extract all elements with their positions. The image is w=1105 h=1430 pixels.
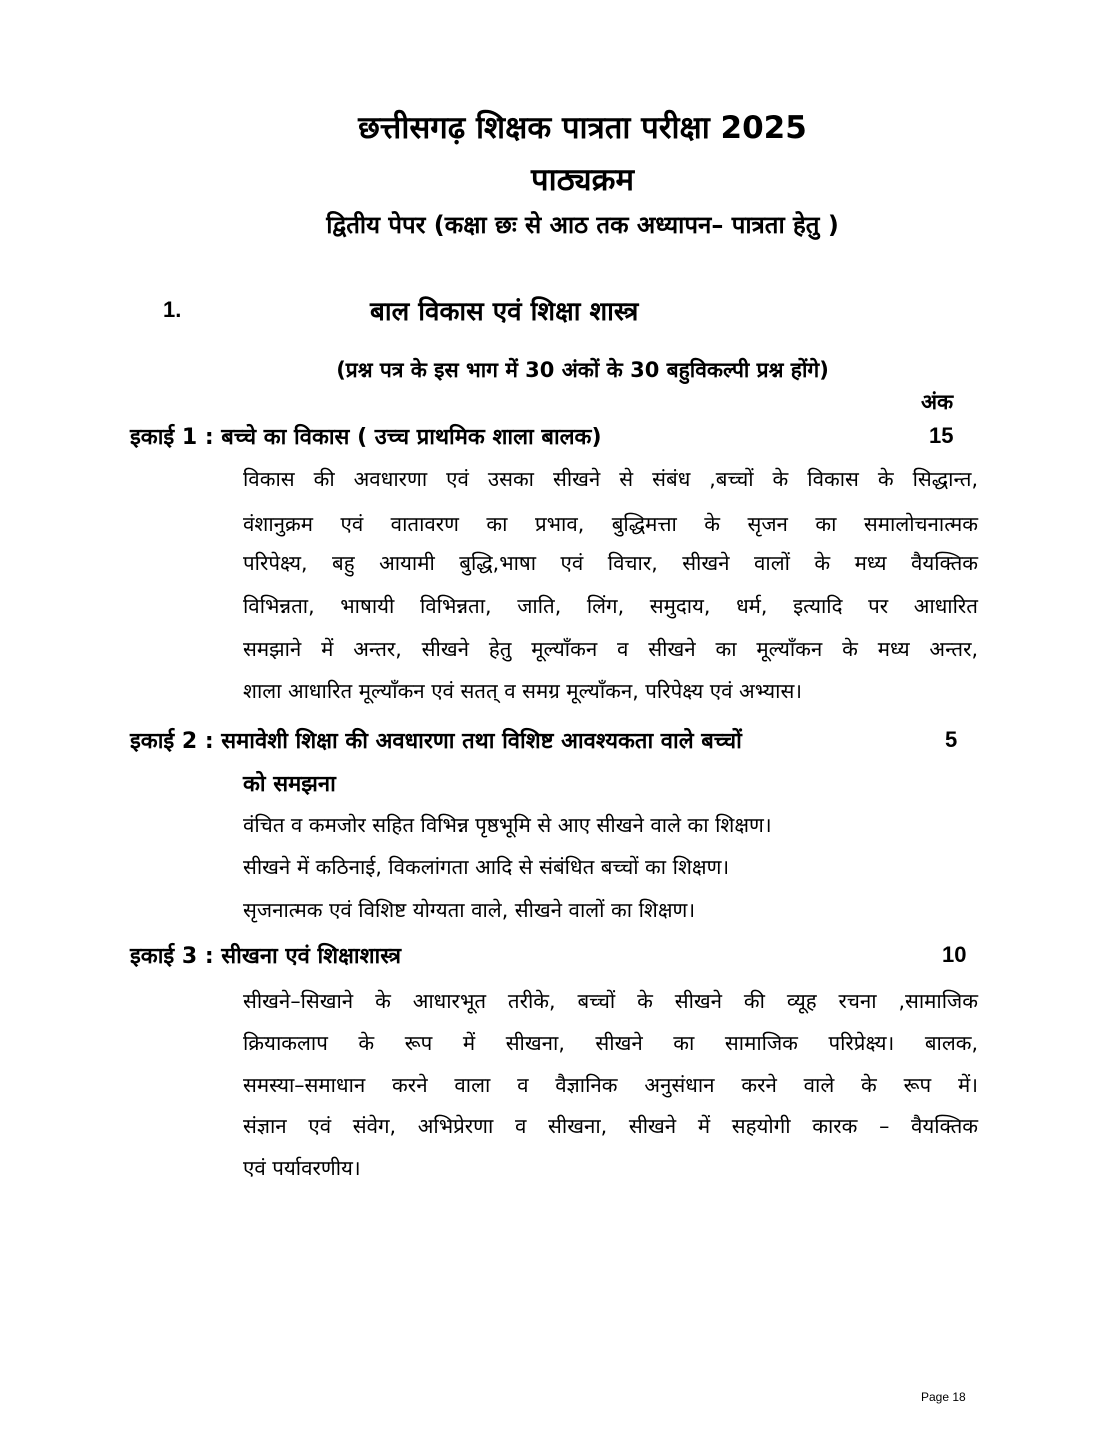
paper-heading: द्वितीय पेपर (कक्षा छः से आठ तक अध्यापन– पात्रता हेतु ) [326, 211, 839, 239]
section-title: बाल विकास एवं शिक्षा शास्त्र [370, 297, 639, 327]
unit-heading: इकाई 1 : बच्चे का विकास ( उच्च प्राथमिक शाला बालक) [130, 425, 602, 450]
unit-marks: 15 [929, 423, 954, 448]
unit-text-line: समस्या–समाधान करने वाला व वैज्ञानिक अनुसंधान करने वाले के रूप में। [243, 1073, 978, 1097]
unit-marks: 5 [945, 727, 958, 752]
section-note: (प्रश्न पत्र के इस भाग में 30 अंकों के 30 बहुविकल्पी प्रश्न होंगे) [336, 358, 829, 382]
unit-text-line: विभिन्नता, भाषायी विभिन्नता, जाति, लिंग, समुदाय, धर्म, इत्यादि पर आधारित [243, 594, 978, 618]
marks-column-label: अंक [921, 390, 954, 414]
document-subtitle: पाठ्यक्रम [531, 162, 634, 198]
unit-text-line: वंशानुक्रम एवं वातावरण का प्रभाव, बुद्धिमत्ता के सृजन का समालोचनात्मक [243, 512, 978, 536]
unit-text-line: क्रियाकलाप के रूप में सीखना, सीखने का सामाजिक परिप्रेक्ष्य। बालक, [243, 1031, 978, 1055]
unit-text-line: एवं पर्यावरणीय। [243, 1156, 361, 1180]
unit-text-line: विकास की अवधारणा एवं उसका सीखने से संबंध ,बच्चों के विकास के सिद्धान्त, [243, 467, 978, 491]
unit-text-line: वंचित व कमजोर सहित विभिन्न पृष्ठभूमि से आए सीखने वाले का शिक्षण। [243, 813, 772, 837]
unit-text-line: संज्ञान एवं संवेग, अभिप्रेरणा व सीखना, सीखने में सहयोगी कारक – वैयक्तिक [243, 1114, 978, 1138]
section-number: 1. [163, 297, 182, 322]
unit-text-line: समझाने में अन्तर, सीखने हेतु मूल्याँकन व सीखने का मूल्याँकन के मध्य अन्तर, [243, 637, 978, 661]
page-number: Page 18 [921, 1390, 966, 1404]
unit-text-line: सृजनात्मक एवं विशिष्ट योग्यता वाले, सीखने वालों का शिक्षण। [243, 898, 696, 922]
document-title: छत्तीसगढ़ शिक्षक पात्रता परीक्षा 2025 [358, 110, 807, 146]
unit-heading: इकाई 3 : सीखना एवं शिक्षाशास्त्र [130, 944, 401, 969]
unit-heading: इकाई 2 : समावेशी शिक्षा की अवधारणा तथा विशिष्ट आवश्यकता वाले बच्चों [130, 729, 742, 754]
unit-heading-continued: को समझना [243, 772, 336, 797]
unit-marks: 10 [942, 942, 967, 967]
unit-text-line: परिपेक्ष्य, बहु आयामी बुद्धि,भाषा एवं विचार, सीखने वालों के मध्य वैयक्तिक [243, 551, 978, 575]
unit-text-line: सीखने–सिखाने के आधारभूत तरीके, बच्चों के सीखने की व्यूह रचना ,सामाजिक [243, 989, 978, 1013]
unit-text-line: सीखने में कठिनाई, विकलांगता आदि से संबंधित बच्चों का शिक्षण। [243, 855, 730, 879]
unit-text-line: शाला आधारित मूल्याँकन एवं सतत् व समग्र मूल्याँकन, परिपेक्ष्य एवं अभ्यास। [243, 679, 803, 703]
